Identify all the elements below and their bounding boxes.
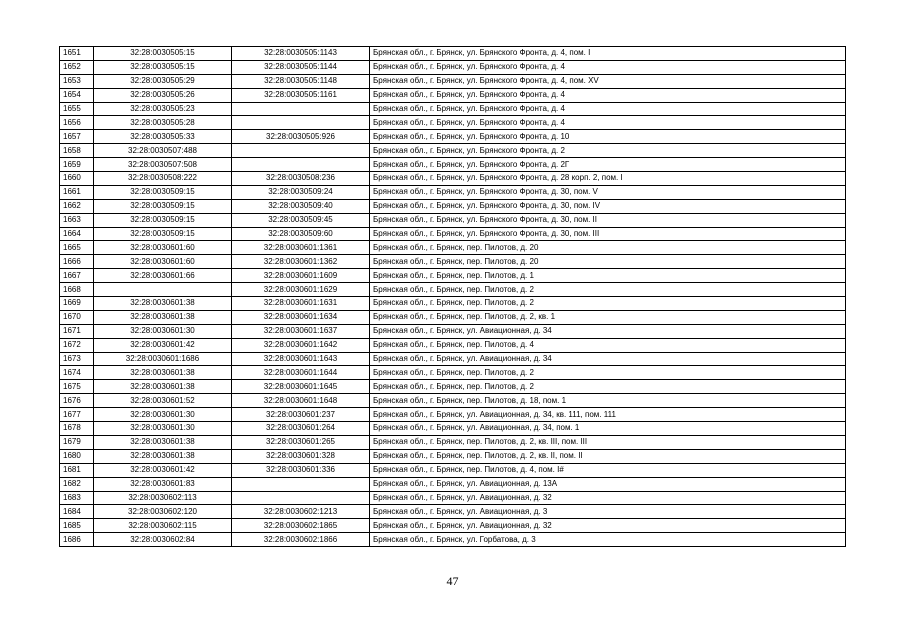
- parcel-cadastral-number-cell: 32:28:0030601:60: [94, 241, 232, 255]
- row-number-cell: 1676: [60, 394, 94, 408]
- row-number-cell: 1685: [60, 519, 94, 533]
- row-number-cell: 1664: [60, 227, 94, 241]
- table-row: [60, 241, 846, 255]
- row-number-cell: 1668: [60, 283, 94, 297]
- address-cell: Брянская обл., г. Брянск, ул. Брянского Фронта, д. 30, пом. V: [370, 185, 846, 199]
- parcel-cadastral-number-cell: 32:28:0030601:52: [94, 394, 232, 408]
- parcel-cadastral-number-cell: 32:28:0030601:38: [94, 435, 232, 449]
- address-cell: Брянская обл., г. Брянск, пер. Пилотов, д. 18, пом. 1: [370, 394, 846, 408]
- table-row: [60, 519, 846, 533]
- parcel-cadastral-number-cell: 32:28:0030601:38: [94, 310, 232, 324]
- table-row: [60, 283, 846, 297]
- parcel-cadastral-number-cell: 32:28:0030601:38: [94, 380, 232, 394]
- address-cell: Брянская обл., г. Брянск, ул. Брянского Фронта, д. 10: [370, 130, 846, 144]
- table-row: [60, 422, 846, 436]
- parcel-cadastral-number-cell: 32:28:0030509:15: [94, 213, 232, 227]
- parcel-cadastral-number-cell: 32:28:0030601:66: [94, 269, 232, 283]
- table-row: [60, 491, 846, 505]
- address-cell: Брянская обл., г. Брянск, ул. Брянского Фронта, д. 30, пом. IV: [370, 199, 846, 213]
- parcel-cadastral-number-cell: 32:28:0030601:42: [94, 463, 232, 477]
- address-cell: Брянская обл., г. Брянск, ул. Брянского Фронта, д. 2Г: [370, 158, 846, 172]
- table-row: [60, 366, 846, 380]
- table-row: [60, 172, 846, 186]
- table-row: [60, 352, 846, 366]
- address-cell: Брянская обл., г. Брянск, ул. Авиационная, д. 34, пом. 1: [370, 422, 846, 436]
- object-cadastral-number-cell: 32:28:0030509:60: [232, 227, 370, 241]
- address-cell: Брянская обл., г. Брянск, ул. Авиационная, д. 34: [370, 352, 846, 366]
- object-cadastral-number-cell: 32:28:0030508:236: [232, 172, 370, 186]
- table-row: [60, 47, 846, 61]
- address-cell: Брянская обл., г. Брянск, ул. Авиационная, д. 32: [370, 519, 846, 533]
- row-number-cell: 1663: [60, 213, 94, 227]
- address-cell: Брянская обл., г. Брянск, ул. Брянского Фронта, д. 4, пом. I: [370, 47, 846, 61]
- row-number-cell: 1657: [60, 130, 94, 144]
- address-cell: Брянская обл., г. Брянск, пер. Пилотов, д. 2, кв. III, пом. III: [370, 435, 846, 449]
- parcel-cadastral-number-cell: 32:28:0030602:120: [94, 505, 232, 519]
- row-number-cell: 1654: [60, 88, 94, 102]
- object-cadastral-number-cell: 32:28:0030601:1362: [232, 255, 370, 269]
- table-row: [60, 463, 846, 477]
- table-row: [60, 380, 846, 394]
- address-cell: Брянская обл., г. Брянск, пер. Пилотов, д. 20: [370, 255, 846, 269]
- object-cadastral-number-cell: 32:28:0030505:1144: [232, 60, 370, 74]
- row-number-cell: 1660: [60, 172, 94, 186]
- parcel-cadastral-number-cell: 32:28:0030507:488: [94, 144, 232, 158]
- parcel-cadastral-number-cell: 32:28:0030505:23: [94, 102, 232, 116]
- row-number-cell: 1670: [60, 310, 94, 324]
- table-row: [60, 213, 846, 227]
- object-cadastral-number-cell: 32:28:0030602:1866: [232, 533, 370, 547]
- row-number-cell: 1669: [60, 297, 94, 311]
- object-cadastral-number-cell: 32:28:0030509:45: [232, 213, 370, 227]
- table-row: [60, 533, 846, 547]
- object-cadastral-number-cell: 32:28:0030601:336: [232, 463, 370, 477]
- parcel-cadastral-number-cell: 32:28:0030601:42: [94, 338, 232, 352]
- table-row: [60, 116, 846, 130]
- parcel-cadastral-number-cell: 32:28:0030601:38: [94, 366, 232, 380]
- parcel-cadastral-number-cell: 32:28:0030505:26: [94, 88, 232, 102]
- parcel-cadastral-number-cell: 32:28:0030505:15: [94, 60, 232, 74]
- row-number-cell: 1677: [60, 408, 94, 422]
- object-cadastral-number-cell: [232, 158, 370, 172]
- table-row: [60, 255, 846, 269]
- table-row: [60, 102, 846, 116]
- object-cadastral-number-cell: 32:28:0030601:1631: [232, 297, 370, 311]
- address-cell: Брянская обл., г. Брянск, ул. Брянского Фронта, д. 4: [370, 102, 846, 116]
- address-cell: Брянская обл., г. Брянск, пер. Пилотов, д. 1: [370, 269, 846, 283]
- table-row: [60, 60, 846, 74]
- table-row: [60, 144, 846, 158]
- table-row: [60, 394, 846, 408]
- table-row: [60, 310, 846, 324]
- address-cell: Брянская обл., г. Брянск, ул. Брянского Фронта, д. 30, пом. III: [370, 227, 846, 241]
- table-row: [60, 88, 846, 102]
- parcel-cadastral-number-cell: 32:28:0030509:15: [94, 199, 232, 213]
- row-number-cell: 1651: [60, 47, 94, 61]
- object-cadastral-number-cell: 32:28:0030601:1361: [232, 241, 370, 255]
- table-row: [60, 269, 846, 283]
- object-cadastral-number-cell: 32:28:0030602:1865: [232, 519, 370, 533]
- row-number-cell: 1655: [60, 102, 94, 116]
- row-number-cell: 1661: [60, 185, 94, 199]
- parcel-cadastral-number-cell: 32:28:0030602:115: [94, 519, 232, 533]
- object-cadastral-number-cell: 32:28:0030601:237: [232, 408, 370, 422]
- parcel-cadastral-number-cell: 32:28:0030505:28: [94, 116, 232, 130]
- table-row: [60, 477, 846, 491]
- address-cell: Брянская обл., г. Брянск, ул. Авиационная, д. 13А: [370, 477, 846, 491]
- parcel-cadastral-number-cell: 32:28:0030601:38: [94, 297, 232, 311]
- object-cadastral-number-cell: [232, 102, 370, 116]
- object-cadastral-number-cell: [232, 116, 370, 130]
- object-cadastral-number-cell: 32:28:0030601:1644: [232, 366, 370, 380]
- address-cell: Брянская обл., г. Брянск, пер. Пилотов, д. 2: [370, 380, 846, 394]
- address-cell: Брянская обл., г. Брянск, пер. Пилотов, д. 4: [370, 338, 846, 352]
- object-cadastral-number-cell: 32:28:0030601:1609: [232, 269, 370, 283]
- object-cadastral-number-cell: 32:28:0030601:1645: [232, 380, 370, 394]
- row-number-cell: 1683: [60, 491, 94, 505]
- row-number-cell: 1673: [60, 352, 94, 366]
- row-number-cell: 1671: [60, 324, 94, 338]
- table-row: [60, 324, 846, 338]
- address-cell: Брянская обл., г. Брянск, пер. Пилотов, д. 20: [370, 241, 846, 255]
- row-number-cell: 1678: [60, 422, 94, 436]
- parcel-cadastral-number-cell: 32:28:0030505:29: [94, 74, 232, 88]
- address-cell: Брянская обл., г. Брянск, ул. Брянского Фронта, д. 30, пом. II: [370, 213, 846, 227]
- address-cell: Брянская обл., г. Брянск, ул. Авиационная, д. 32: [370, 491, 846, 505]
- object-cadastral-number-cell: 32:28:0030505:1161: [232, 88, 370, 102]
- register-table-body: [60, 47, 846, 547]
- address-cell: Брянская обл., г. Брянск, ул. Брянского Фронта, д. 2: [370, 144, 846, 158]
- address-cell: Брянская обл., г. Брянск, ул. Авиационная, д. 34, кв. 111, пом. 111: [370, 408, 846, 422]
- row-number-cell: 1653: [60, 74, 94, 88]
- parcel-cadastral-number-cell: [94, 283, 232, 297]
- parcel-cadastral-number-cell: 32:28:0030602:84: [94, 533, 232, 547]
- address-cell: Брянская обл., г. Брянск, пер. Пилотов, д. 2: [370, 366, 846, 380]
- row-number-cell: 1666: [60, 255, 94, 269]
- address-cell: Брянская обл., г. Брянск, ул. Брянского Фронта, д. 4: [370, 60, 846, 74]
- table-row: [60, 435, 846, 449]
- object-cadastral-number-cell: 32:28:0030601:264: [232, 422, 370, 436]
- table-row: [60, 408, 846, 422]
- page-number: 47: [446, 574, 459, 588]
- row-number-cell: 1682: [60, 477, 94, 491]
- cadastral-register-table: [59, 46, 846, 547]
- row-number-cell: 1672: [60, 338, 94, 352]
- parcel-cadastral-number-cell: 32:28:0030601:60: [94, 255, 232, 269]
- address-cell: Брянская обл., г. Брянск, ул. Горбатова, д. 3: [370, 533, 846, 547]
- object-cadastral-number-cell: [232, 144, 370, 158]
- parcel-cadastral-number-cell: 32:28:0030601:30: [94, 324, 232, 338]
- table-row: [60, 74, 846, 88]
- parcel-cadastral-number-cell: 32:28:0030505:15: [94, 47, 232, 61]
- table-row: [60, 158, 846, 172]
- row-number-cell: 1680: [60, 449, 94, 463]
- parcel-cadastral-number-cell: 32:28:0030509:15: [94, 185, 232, 199]
- row-number-cell: 1684: [60, 505, 94, 519]
- row-number-cell: 1674: [60, 366, 94, 380]
- address-cell: Брянская обл., г. Брянск, ул. Брянского Фронта, д. 28 корп. 2, пом. I: [370, 172, 846, 186]
- row-number-cell: 1667: [60, 269, 94, 283]
- object-cadastral-number-cell: 32:28:0030601:328: [232, 449, 370, 463]
- address-cell: Брянская обл., г. Брянск, пер. Пилотов, д. 4, пом. I#: [370, 463, 846, 477]
- row-number-cell: 1665: [60, 241, 94, 255]
- row-number-cell: 1679: [60, 435, 94, 449]
- row-number-cell: 1681: [60, 463, 94, 477]
- parcel-cadastral-number-cell: 32:28:0030601:83: [94, 477, 232, 491]
- parcel-cadastral-number-cell: 32:28:0030507:508: [94, 158, 232, 172]
- address-cell: Брянская обл., г. Брянск, ул. Брянского Фронта, д. 4: [370, 116, 846, 130]
- table-row: [60, 185, 846, 199]
- address-cell: Брянская обл., г. Брянск, ул. Авиационная, д. 34: [370, 324, 846, 338]
- row-number-cell: 1658: [60, 144, 94, 158]
- object-cadastral-number-cell: 32:28:0030505:1148: [232, 74, 370, 88]
- parcel-cadastral-number-cell: 32:28:0030509:15: [94, 227, 232, 241]
- row-number-cell: 1659: [60, 158, 94, 172]
- address-cell: Брянская обл., г. Брянск, пер. Пилотов, д. 2, кв. II, пом. II: [370, 449, 846, 463]
- parcel-cadastral-number-cell: 32:28:0030601:38: [94, 449, 232, 463]
- object-cadastral-number-cell: 32:28:0030602:1213: [232, 505, 370, 519]
- object-cadastral-number-cell: 32:28:0030601:1629: [232, 283, 370, 297]
- row-number-cell: 1662: [60, 199, 94, 213]
- parcel-cadastral-number-cell: 32:28:0030601:30: [94, 408, 232, 422]
- object-cadastral-number-cell: 32:28:0030601:265: [232, 435, 370, 449]
- row-number-cell: 1652: [60, 60, 94, 74]
- object-cadastral-number-cell: 32:28:0030601:1634: [232, 310, 370, 324]
- object-cadastral-number-cell: 32:28:0030601:1643: [232, 352, 370, 366]
- row-number-cell: 1656: [60, 116, 94, 130]
- parcel-cadastral-number-cell: 32:28:0030505:33: [94, 130, 232, 144]
- parcel-cadastral-number-cell: 32:28:0030601:1686: [94, 352, 232, 366]
- object-cadastral-number-cell: [232, 491, 370, 505]
- object-cadastral-number-cell: 32:28:0030505:1143: [232, 47, 370, 61]
- address-cell: Брянская обл., г. Брянск, пер. Пилотов, д. 2: [370, 283, 846, 297]
- table-row: [60, 199, 846, 213]
- row-number-cell: 1686: [60, 533, 94, 547]
- object-cadastral-number-cell: 32:28:0030509:40: [232, 199, 370, 213]
- object-cadastral-number-cell: [232, 477, 370, 491]
- object-cadastral-number-cell: 32:28:0030601:1648: [232, 394, 370, 408]
- parcel-cadastral-number-cell: 32:28:0030602:113: [94, 491, 232, 505]
- table-row: [60, 227, 846, 241]
- address-cell: Брянская обл., г. Брянск, ул. Брянского Фронта, д. 4: [370, 88, 846, 102]
- table-row: [60, 130, 846, 144]
- object-cadastral-number-cell: 32:28:0030509:24: [232, 185, 370, 199]
- parcel-cadastral-number-cell: 32:28:0030508:222: [94, 172, 232, 186]
- table-row: [60, 338, 846, 352]
- row-number-cell: 1675: [60, 380, 94, 394]
- address-cell: Брянская обл., г. Брянск, пер. Пилотов, д. 2, кв. 1: [370, 310, 846, 324]
- address-cell: Брянская обл., г. Брянск, ул. Авиационная, д. 3: [370, 505, 846, 519]
- table-row: [60, 505, 846, 519]
- address-cell: Брянская обл., г. Брянск, пер. Пилотов, д. 2: [370, 297, 846, 311]
- object-cadastral-number-cell: 32:28:0030601:1642: [232, 338, 370, 352]
- object-cadastral-number-cell: 32:28:0030505:926: [232, 130, 370, 144]
- address-cell: Брянская обл., г. Брянск, ул. Брянского Фронта, д. 4, пом. XV: [370, 74, 846, 88]
- object-cadastral-number-cell: 32:28:0030601:1637: [232, 324, 370, 338]
- table-row: [60, 297, 846, 311]
- table-row: [60, 449, 846, 463]
- parcel-cadastral-number-cell: 32:28:0030601:30: [94, 422, 232, 436]
